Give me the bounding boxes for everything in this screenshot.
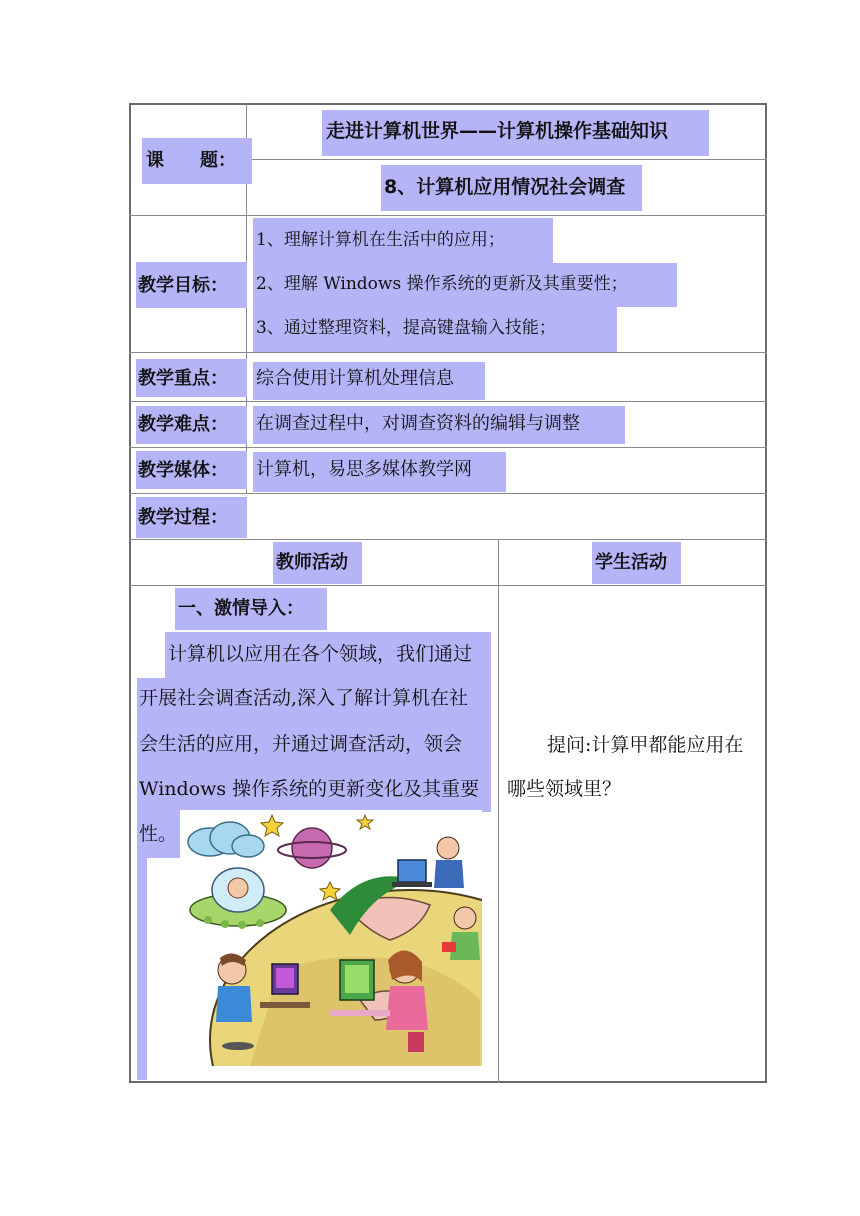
key-point-label: 教学重点： xyxy=(138,368,228,389)
objectives-label: 教学目标： xyxy=(138,275,228,296)
row-divider xyxy=(129,352,767,353)
teacher-line: 性。 xyxy=(139,823,178,845)
row-divider xyxy=(129,493,767,494)
media-label: 教学媒体： xyxy=(138,460,228,481)
row-divider xyxy=(129,447,767,448)
process-label: 教学过程： xyxy=(138,507,228,528)
teacher-heading: 一、激情导入： xyxy=(178,598,304,619)
teacher-line: 会生活的应用，并通过调查活动，领会 xyxy=(139,733,463,755)
objective-item: 2、理解 Windows 操作系统的更新及其重要性； xyxy=(256,274,628,294)
student-line: 哪些领域里？ xyxy=(507,778,622,800)
student-column-header: 学生活动 xyxy=(595,552,667,573)
row-divider xyxy=(129,539,767,540)
difficulty-value: 在调查过程中，对调查资料的编辑与调整 xyxy=(256,413,580,434)
student-line: 提问:计算甲都能应用在 xyxy=(547,734,744,756)
teacher-line: 计算机以应用在各个领域，我们通过 xyxy=(168,643,473,665)
course-label: 课 题： xyxy=(146,150,236,171)
key-point-value: 综合使用计算机处理信息 xyxy=(256,368,454,389)
text-highlight xyxy=(137,858,147,1080)
objective-item: 3、通过整理资料，提高键盘输入技能； xyxy=(256,318,556,338)
row-divider xyxy=(247,159,767,160)
course-subtitle: 8、计算机应用情况社会调查 xyxy=(384,176,626,198)
course-title: 走进计算机世界——计算机操作基础知识 xyxy=(326,120,669,142)
row-divider xyxy=(129,585,767,586)
teacher-line: Windows 操作系统的更新变化及其重要 xyxy=(139,778,480,800)
row-divider xyxy=(129,401,767,402)
objective-item: 1、理解计算机在生活中的应用； xyxy=(256,230,505,250)
teacher-column-header: 教师活动 xyxy=(276,552,348,573)
row-divider xyxy=(129,215,767,216)
difficulty-label: 教学难点： xyxy=(138,414,228,435)
column-divider xyxy=(498,539,499,1083)
teacher-line: 开展社会调查活动,深入了解计算机在社 xyxy=(139,687,469,709)
computer-world-illustration-icon xyxy=(180,810,482,1066)
media-value: 计算机，易思多媒体教学网 xyxy=(256,459,472,480)
